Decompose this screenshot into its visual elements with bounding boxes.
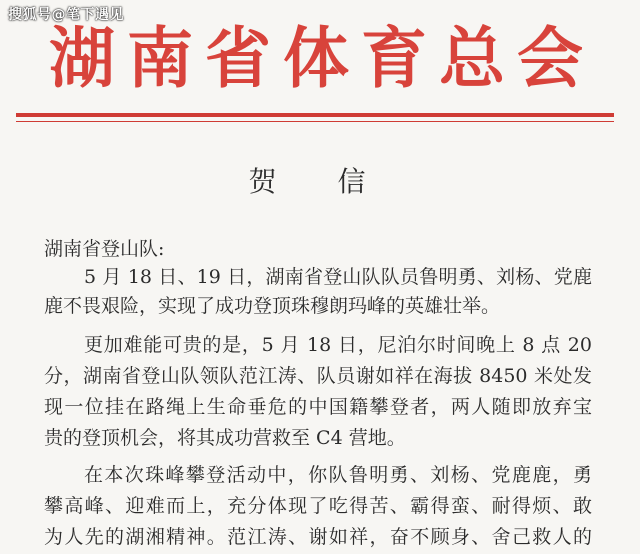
body-line: 鹿不畏艰险，实现了成功登顶珠穆朗玛峰的英雄壮举。 xyxy=(44,295,501,317)
letter-title: 贺 信 xyxy=(248,165,392,198)
body-line: 更加难能可贵的是，5 月 18 日，尼泊尔时间晚上 8 点 20 xyxy=(84,334,592,356)
letterhead-rule-thin xyxy=(16,121,614,122)
letterhead-title: 湖南省体育总会 xyxy=(49,19,595,97)
body-line: 5 月 18 日、19 日，湖南省登山队队员鲁明勇、刘杨、党鹿 xyxy=(84,266,592,288)
body-line: 贵的登顶机会，将其成功营救至 C4 营地。 xyxy=(44,427,406,449)
body-line: 分，湖南省登山队领队范江涛、队员谢如祥在海拔 8450 米处发 xyxy=(44,365,592,387)
body-line: 在本次珠峰攀登活动中，你队鲁明勇、刘杨、党鹿鹿，勇 xyxy=(84,464,592,486)
body-line: 为人先的湖湘精神。范江涛、谢如祥，奋不顾身、舍己救人的 xyxy=(44,526,592,548)
letterhead-rule-thick xyxy=(16,113,614,117)
salutation: 湖南省登山队: xyxy=(44,238,165,260)
body-line: 现一位挂在路绳上生命垂危的中国籍攀登者，两人随即放弃宝 xyxy=(44,396,592,418)
body-line: 攀高峰、迎难而上，充分体现了吃得苦、霸得蛮、耐得烦、敢 xyxy=(44,495,592,517)
watermark: 搜狐号@笔下遇见 xyxy=(8,7,124,23)
